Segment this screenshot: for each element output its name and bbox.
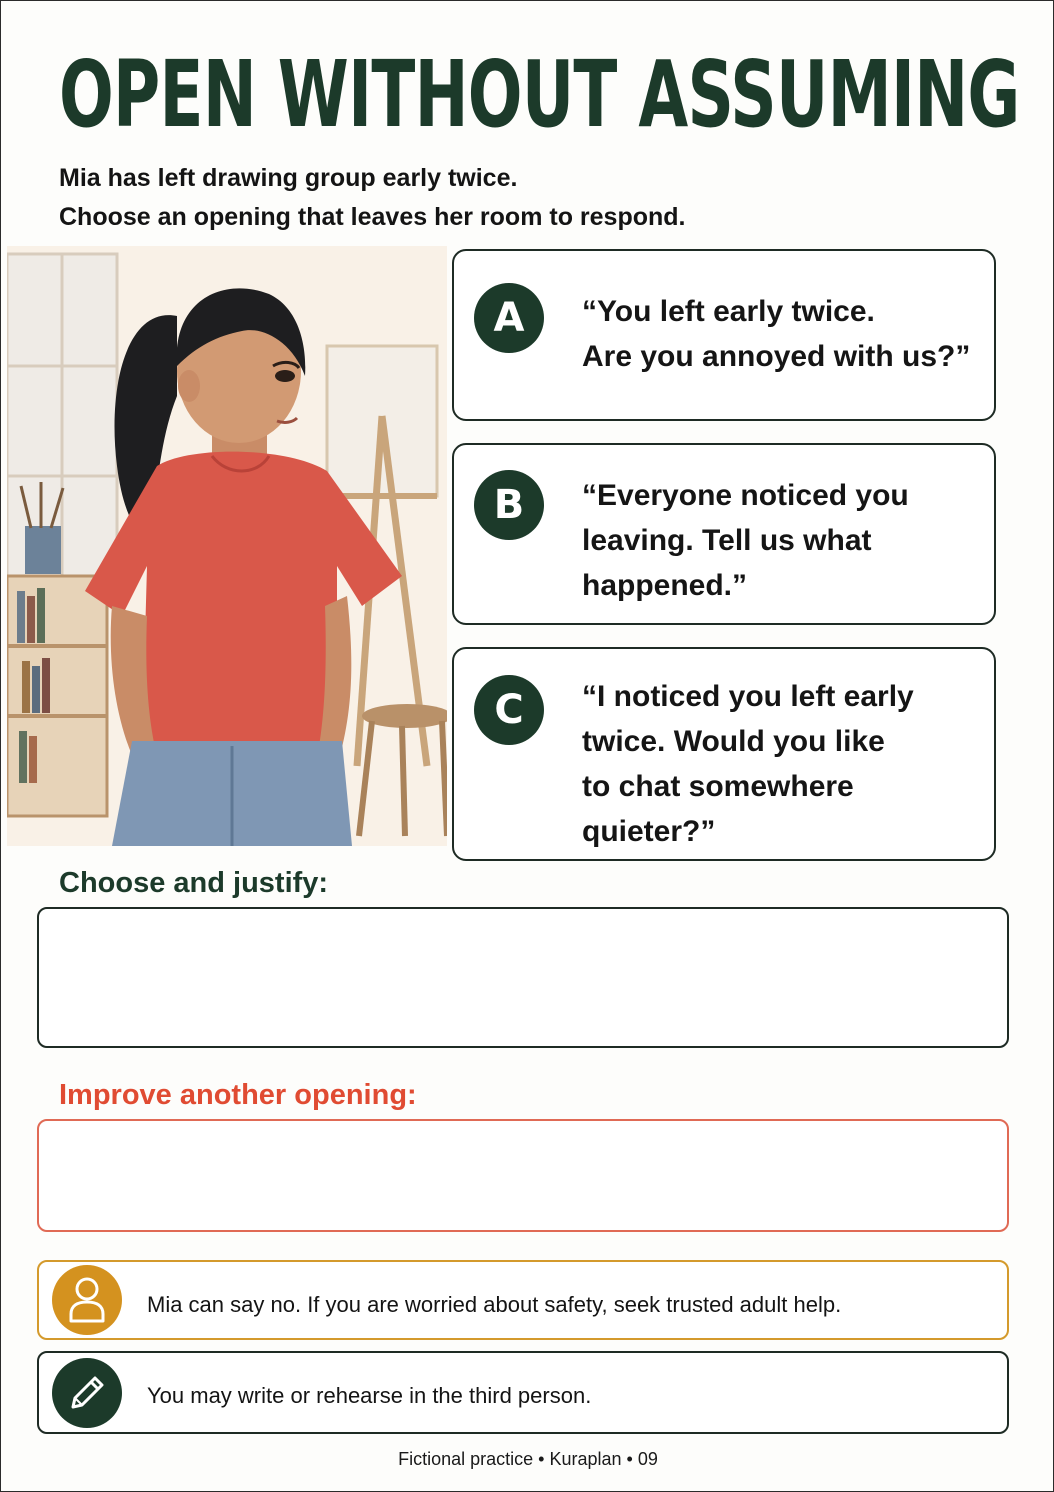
option-card-c[interactable] bbox=[452, 647, 996, 861]
page-footer: Fictional practice • Kuraplan • 09 bbox=[398, 1449, 658, 1469]
option-c-line-2: twice. Would you like bbox=[582, 725, 885, 758]
third-person-note bbox=[37, 1351, 1009, 1434]
option-card-b[interactable] bbox=[452, 443, 996, 625]
intro-line-2: Choose an opening that leaves her room to respond. bbox=[59, 203, 686, 231]
safety-note-text: Mia can say no. If you are worried about safety, seek trusted adult help. bbox=[147, 1292, 842, 1317]
option-b-line-3: happened.” bbox=[582, 569, 748, 602]
option-b-badge: B bbox=[474, 470, 544, 540]
person-icon bbox=[52, 1265, 122, 1335]
page-title: OPEN WITHOUT ASSUMING bbox=[59, 41, 1020, 148]
option-card-a[interactable] bbox=[452, 249, 996, 421]
option-a-line-1: “You left early twice. bbox=[582, 295, 875, 328]
option-c-badge: C bbox=[474, 675, 544, 745]
safety-note bbox=[37, 1260, 1009, 1340]
option-c-line-4: quieter?” bbox=[582, 815, 716, 848]
choose-justify-answer-box[interactable] bbox=[37, 907, 1009, 1048]
intro-text bbox=[59, 159, 685, 237]
improve-opening-label: Improve another opening: bbox=[59, 1079, 417, 1111]
option-b-quote bbox=[582, 473, 976, 608]
option-a-badge: A bbox=[474, 283, 544, 353]
choose-justify-label: Choose and justify: bbox=[59, 867, 329, 899]
mia-illustration bbox=[7, 246, 447, 846]
intro-line-1: Mia has left drawing group early twice. bbox=[59, 164, 518, 192]
improve-opening-answer-box[interactable] bbox=[37, 1119, 1009, 1232]
third-person-note-text: You may write or rehearse in the third person. bbox=[147, 1383, 592, 1408]
option-c-line-3: to chat somewhere bbox=[582, 770, 854, 803]
option-b-line-2: leaving. Tell us what bbox=[582, 524, 872, 557]
option-a-line-2: Are you annoyed with us?” bbox=[582, 340, 971, 373]
pencil-icon bbox=[52, 1358, 122, 1428]
option-a-quote bbox=[582, 289, 976, 379]
option-c-line-1: “I noticed you left early bbox=[582, 680, 914, 713]
option-b-line-1: “Everyone noticed you bbox=[582, 479, 909, 512]
option-c-quote bbox=[582, 674, 976, 854]
